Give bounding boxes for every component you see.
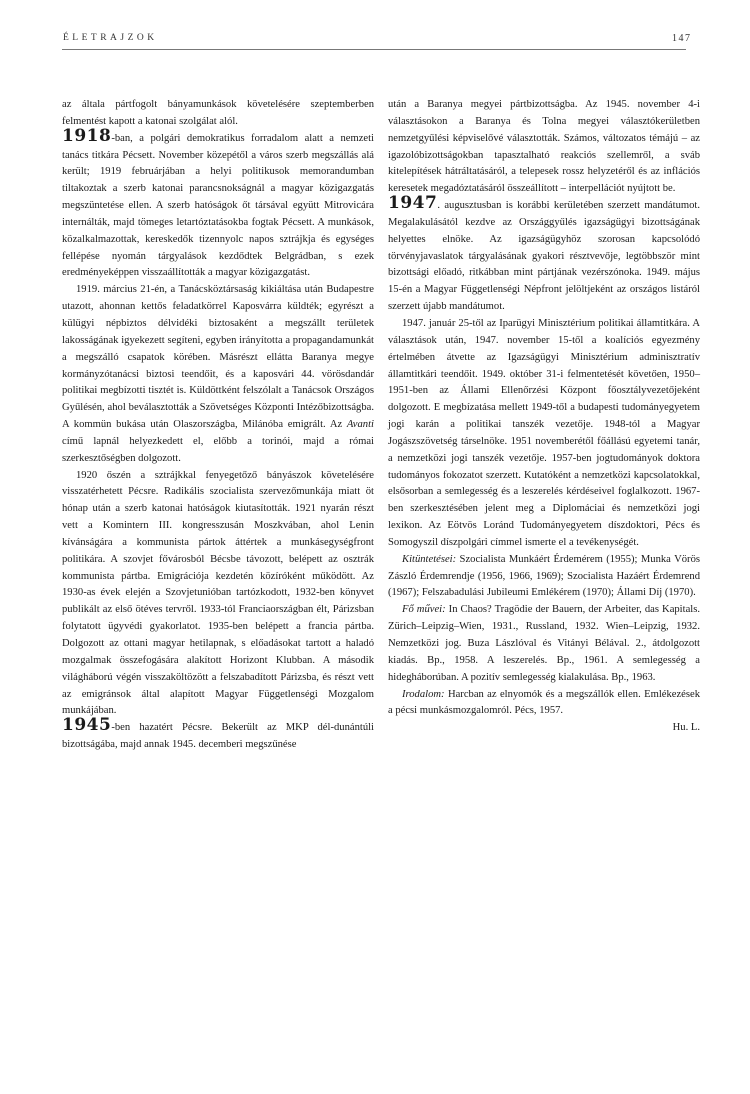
right-column [388, 97, 700, 737]
paragraph: 1945-ben hazatért Pécsre. Bekerült az MKP dél-dunántúli bizottságába, majd annak 1945. decemberi megszűnése [62, 715, 374, 751]
works-paragraph: Fő művei: In Chaos? Tragödie der Bauern, der Arbeiter, das Kapitals. Zürich–Leipzig–Wien, 1931., Russland, 1932. Wien–Leipzig, 1932. Nemzetközi jog. Buza Lászlóval és Vitányi Bélával. 2., átdolgozott kiadás. Bp., 1958. A leszerelés. Bp., 1961. A semlegesség a hidegháborúban. A pozitív semlegesség kialakulása. Bp., 1963. [388, 604, 700, 683]
section-label: Fő művei: [402, 604, 446, 616]
section-label: Kitüntetései: [402, 553, 457, 565]
year-marker: 1918 [62, 125, 112, 146]
literature-paragraph: Irodalom: Harcban az elnyomók és a megszállók ellen. Emlékezések a pécsi munkásmozgalomról. Pécs, 1957. [388, 688, 700, 717]
left-column [62, 97, 374, 754]
paragraph: 1920 őszén a sztrájkkal fenyegetőző bányászok követelésére visszatérhetett Pécsre. Radikális szocialista szervezőmunkája miatt öt hónap után a szerb katonai hatóságok kiutasították. 1921 nyarán részt vett a Komintern III. kongresszusán Moszkvában, ahol Lenin kívánságára a kommunista pártok áttértek a munkásegységfront politikára. A szovjet fővárosból Bécsbe távozott, belépett az osztrák kommunista pártba. Emigrációja kezdetén közíróként működött. Az 1930-as évek elején a Szovjetunióban tartózkodott, 1932-ben könyvet publikált az első ötéves tervről. 1933-tól Franciaországban élt, Párizsban folytatott ügyvédi gyakorlatot. 1935-ben belépett a francia pártba. Dolgozott az ottani magyar hetilapnak, s előadásokat tartott a haladó mozgalmak összefogására alakított Horizont Klubban. A második világháború végén visszaköltözött a felszabadított Párizsba, és részt vett az emigránsok által alapított Magyar Függetlenségi Mozgalom munkájában. [62, 469, 374, 717]
italic-title: Avanti [346, 419, 374, 431]
author-signature: Hu. L. [672, 722, 700, 734]
paragraph: 1947. január 25-től az Iparügyi Minisztérium politikai államtitkára. A választások után, 1947. november 15-től a koalíciós egyezmény értelmében átvette az Igazságügyi Minisztérium adminisztratív államtitkári teendőit. 1949. október 31-i felmentetését követően, 1950–1951-ben az Állami Ellenőrzési Központ főosztályvezetőjeként dolgozott. E megbízatása mellett 1949-től a budapesti tudományegyetem jogi karán a politikai tanszék vezetője. 1948-tól a Magyar Jogászszövetség társelnöke. 1951 novemberétől főállású egyetemi tanár, a nemzetközi jogi tanszék vezetője. 1957-ben jogtudományok doktora tudományos fokozatot szerzett. Kutatóként a nemzetközi kapcsolatokkal, elsősorban a semlegesség és a leszerelés kérdéseivel foglalkozott. 1967-ben szerkesztésében jelent meg a Diplomáciai és nemzetközi jogi lexikon. Az Eötvös Loránd Tudományegyetem díszdoktori, Pécs és Somogyszil díszpolgári címmel ismerte el a tevékenységét. [388, 317, 700, 548]
paragraph: 1919. március 21-én, a Tanácsköztársaság kikiáltása után Budapestre utazott, ahonnan kettős feladatkörrel Kaposvárra küldték; egyrészt a külügyi népbiztos délvidéki biztosaként a megszállt területek lakosságának igyekezett segíteni, egyben irányította a propagandamunkát a megszálló csapatok körében. Másrészt ellátta Baranya megye kormányzótanácsi biztosi teendőit, és a kaposvári 44. vörösdandár politikai megbízotti tisztét is. Küldöttként felszólalt a Tanácsok Országos Gyűlésén, ahol beválasztották a Szövetséges Központi Intézőbizottságba. A kommün bukása után Olaszországba, Milánóba emigrált. Az Avanti című lapnál helyezkedett el, előbb a torinói, majd a római szerkesztőségben dolgozott. [62, 284, 374, 464]
section-label: Irodalom: [402, 688, 445, 700]
awards-paragraph: Kitüntetései: Szocialista Munkáért Érdemérem (1955); Munka Vörös Zászló Érdemrendje (1956, 1966, 1969); Szocialista Hazáért Érdemrend (1967); Felszabadulási Jubileumi Emlékérem (1970); Állami Díj (1970). [388, 553, 700, 599]
paragraph: 1918-ban, a polgári demokratikus forradalom alatt a nemzeti tanács titkára Pécsett. November közepétől a város szerb megszállás alá került; 1919 februárjában a helyi politikusok memorandumban tiltakoztak a szerb katonai parancsnokságnál a magyar közigazgatás megszüntetése ellen. A szerb hatóságok őt társával együtt Mitrovicára internálták, majd tömeges letartóztatásokba fogtak Pécsett. A munkások, közalkalmazottak, kereskedők tizennyolc napos sztrájkja és egységes fellépése nyomán tárgyalások kezdődtek Belgrádban, s ezek eredményeképpen visszaállították a magyar közigazgatást. [62, 125, 374, 279]
page-number: 147 [672, 33, 692, 44]
header-rule [62, 49, 686, 50]
year-marker: 1947 [388, 193, 438, 214]
paragraph: 1947. augusztusban is korábbi kerületében szerzett mandátumot. Megalakulásától kezdve az Országgyűlés igazságügyi bizottságának helyettes elnöke. Az igazságügyhöz szorosan kapcsolódó törvényjavaslatok tárgyalásának gyakori résztvevője, legtöbbször mint bizottsági előadó, ritkábban mint pártjának vezérszónoka. 1949. május 15-én a Magyar Függetlenségi Népfront jelöltjeként az országos listáról szerzett újabb mandátumot. [388, 193, 700, 313]
paragraph: után a Baranya megyei pártbizottságba. Az 1945. november 4-i választásokon a Baranya és Tolna megyei választókerületben nemzetgyűlési képviselővé választották. Számos, változatos témájú – az igazolóbizottságokban tapasztalható reakciós szellemről, a sváb kitelepítések hátráltatásáról, a telepesek rossz helyzetéről és az inflációs keresetek megadóztatásáról összeállított – interpellációt nyújtott be. [388, 99, 700, 195]
running-header-title: ÉLETRAJZOK [63, 33, 158, 43]
paragraph: az általa pártfogolt bányamunkások követelésére szeptemberben felmentést kapott a katonai szolgálat alól. [62, 99, 374, 127]
year-marker: 1945 [62, 715, 112, 736]
